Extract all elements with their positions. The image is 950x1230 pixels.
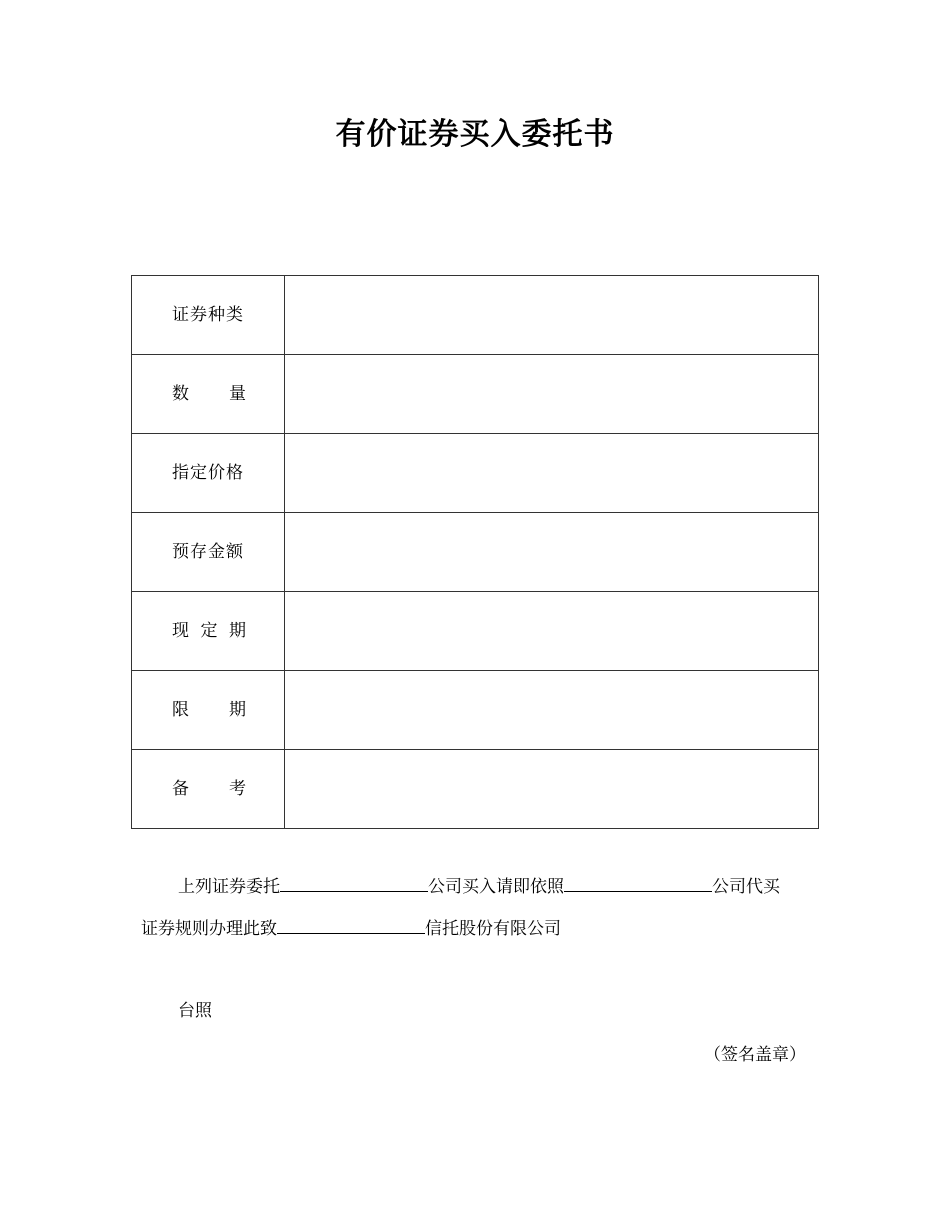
- label-char: 限: [172, 700, 189, 720]
- paragraph-text: 公司代买: [712, 877, 780, 897]
- row-label-cell: [132, 750, 285, 829]
- label-char: 现: [172, 621, 189, 641]
- paragraph-text: 信托股份有限公司: [425, 919, 561, 939]
- value-quantity[interactable]: [285, 355, 819, 434]
- company-blank-2[interactable]: [564, 872, 712, 892]
- value-security-type[interactable]: [285, 276, 819, 355]
- label-char: 备: [172, 779, 189, 799]
- row-label-cell: [132, 434, 285, 513]
- table-row: [132, 513, 819, 592]
- row-label-cell: [132, 355, 285, 434]
- label-char: 期: [229, 700, 246, 720]
- label-current-term: [172, 621, 246, 641]
- trust-company-blank[interactable]: [277, 914, 425, 934]
- label-char: 考: [229, 779, 246, 799]
- table-row: [132, 592, 819, 671]
- paragraph-text: 证券规则办理此致: [141, 919, 277, 939]
- paragraph-text: 上列证券委托: [178, 877, 280, 897]
- table-row: [132, 750, 819, 829]
- paragraph-text: 公司买入请即依照: [428, 877, 564, 897]
- label-time-limit: [172, 700, 246, 720]
- value-time-limit[interactable]: [285, 671, 819, 750]
- salutation: 台照: [178, 1001, 212, 1021]
- label-quantity: [172, 384, 246, 404]
- label-char: 数: [172, 384, 189, 404]
- entrust-paragraph-line1: [178, 872, 780, 899]
- table-row: [132, 671, 819, 750]
- document-title: 有价证券买入委托书: [335, 117, 615, 152]
- value-specified-price[interactable]: [285, 434, 819, 513]
- row-label-cell: [132, 513, 285, 592]
- entrustment-table: [131, 275, 819, 829]
- value-deposit-amount[interactable]: [285, 513, 819, 592]
- label-char: 定: [200, 621, 218, 641]
- company-blank-1[interactable]: [280, 872, 428, 892]
- label-remarks: [172, 779, 246, 799]
- value-current-term[interactable]: [285, 592, 819, 671]
- table-row: [132, 434, 819, 513]
- table-row: [132, 276, 819, 355]
- entrust-paragraph-line2: [141, 914, 561, 941]
- label-security-type: 证券种类: [172, 305, 244, 325]
- label-deposit-amount: 预存金额: [172, 542, 244, 562]
- row-label-cell: [132, 671, 285, 750]
- row-label-cell: [132, 592, 285, 671]
- label-specified-price: 指定价格: [172, 463, 244, 483]
- row-label-cell: [132, 276, 285, 355]
- value-remarks[interactable]: [285, 750, 819, 829]
- label-char: 期: [229, 621, 246, 641]
- label-char: 量: [229, 384, 246, 404]
- table-row: [132, 355, 819, 434]
- signature-seal-note: （签名盖章）: [704, 1045, 806, 1065]
